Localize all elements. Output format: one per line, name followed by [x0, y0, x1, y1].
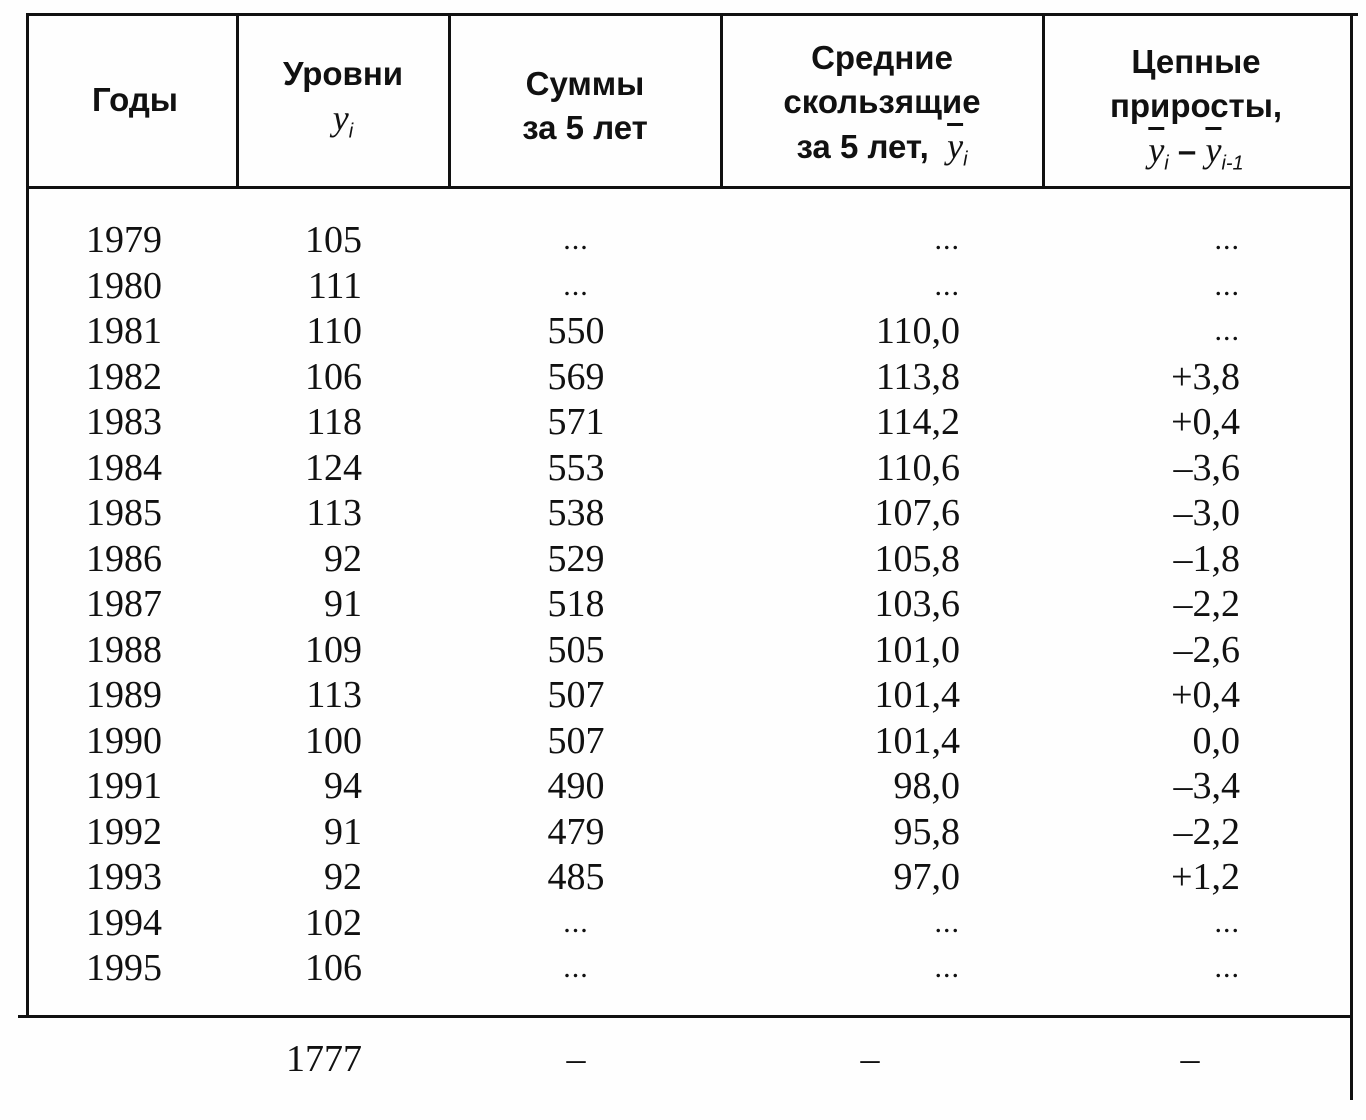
cell-year: 1986 — [86, 537, 162, 580]
cell-moving-average: 110,0 — [875, 310, 960, 352]
cell-moving-average: 101,4 — [874, 719, 960, 762]
cell-year: 1995 — [86, 947, 162, 989]
table-row — [0, 672, 1366, 718]
header-avg-line2: скользящие — [783, 83, 981, 120]
cell-level: 92 — [324, 537, 362, 580]
total-level: 1777 — [286, 1038, 362, 1080]
header-moving-average — [724, 36, 1040, 182]
cell-sum: 550 — [547, 310, 605, 352]
cell-moving-average: 98,0 — [893, 765, 960, 807]
cell-year: 1992 — [86, 810, 162, 853]
cell-chain-increment: –3,0 — [1173, 492, 1240, 534]
cell-year: 1985 — [86, 492, 162, 534]
cell-sum: 505 — [547, 628, 605, 671]
cell-moving-average: 101,0 — [874, 628, 960, 671]
table-row — [0, 900, 1366, 946]
header-inc-formula: $\overline{y}_i - \overline{y}_{i-1}$ — [1148, 130, 1244, 175]
header-years-label: Годы — [92, 81, 178, 118]
cell-level: 91 — [324, 583, 362, 625]
cell-chain-increment: –1,8 — [1173, 537, 1240, 580]
header-levels — [240, 52, 446, 154]
cell-moving-average: 97,0 — [893, 856, 960, 898]
cell-year: 1983 — [86, 401, 162, 443]
cell-sum: ... — [563, 223, 589, 256]
cell-year: 1980 — [86, 264, 162, 307]
table-row — [0, 763, 1366, 809]
cell-chain-increment: 0,0 — [1192, 719, 1240, 762]
column-divider — [720, 13, 723, 189]
total-sum: – — [566, 1038, 586, 1080]
cell-sum: 507 — [547, 719, 605, 762]
header-chain-increments — [1046, 40, 1346, 186]
cell-level: 94 — [324, 765, 362, 807]
cell-chain-increment: –3,4 — [1173, 765, 1240, 807]
column-divider — [448, 13, 451, 189]
header-divider — [28, 186, 1353, 189]
cell-moving-average: ... — [934, 268, 960, 302]
header-inc-line1: Цепные — [1131, 43, 1261, 80]
cell-year: 1981 — [86, 310, 162, 352]
cell-year: 1990 — [86, 719, 162, 762]
header-sums-line2: за 5 лет — [522, 109, 648, 146]
cell-sum: 518 — [547, 583, 605, 625]
cell-year: 1979 — [86, 219, 162, 261]
table-row — [0, 809, 1366, 855]
cell-chain-increment: ... — [1214, 314, 1240, 347]
table-row — [0, 718, 1366, 764]
cell-level: 92 — [324, 856, 362, 898]
cell-level: 113 — [306, 674, 362, 716]
header-sums — [452, 62, 718, 150]
cell-chain-increment: +3,8 — [1171, 355, 1240, 398]
cell-moving-average: 105,8 — [874, 537, 960, 580]
cell-level: 106 — [305, 355, 362, 398]
cell-level: 109 — [305, 628, 362, 671]
cell-level: 113 — [306, 492, 362, 534]
table-row — [0, 263, 1366, 309]
cell-moving-average: ... — [934, 905, 960, 939]
cell-year: 1984 — [86, 446, 162, 489]
cell-level: 118 — [306, 401, 362, 443]
cell-moving-average: 110,6 — [875, 446, 960, 489]
cell-chain-increment: ... — [1214, 951, 1240, 984]
cell-sum: 479 — [547, 810, 605, 853]
table-row — [0, 308, 1366, 354]
cell-sum: 490 — [547, 765, 605, 807]
cell-chain-increment: –2,2 — [1173, 810, 1240, 853]
total-inc: – — [1180, 1038, 1200, 1080]
cell-level: 105 — [305, 219, 362, 261]
cell-chain-increment: ... — [1214, 905, 1240, 939]
header-levels-label: Уровни — [282, 55, 404, 92]
table-row — [0, 536, 1366, 582]
table-row — [0, 627, 1366, 673]
total-row — [0, 1036, 1366, 1082]
cell-sum: 507 — [547, 674, 605, 716]
cell-year: 1988 — [86, 628, 162, 671]
table-row — [0, 581, 1366, 627]
cell-level: 111 — [307, 264, 362, 307]
cell-level: 110 — [306, 310, 362, 352]
cell-level: 91 — [324, 810, 362, 853]
table-row — [0, 490, 1366, 536]
total-avg: – — [860, 1038, 880, 1080]
cell-year: 1991 — [86, 765, 162, 807]
cell-moving-average: 95,8 — [893, 810, 960, 853]
table-row — [0, 399, 1366, 445]
cell-moving-average: 101,4 — [874, 674, 960, 716]
cell-chain-increment: ... — [1214, 268, 1240, 302]
cell-chain-increment: +0,4 — [1171, 401, 1240, 443]
cell-chain-increment: ... — [1214, 223, 1240, 256]
cell-moving-average: 103,6 — [874, 583, 960, 625]
table-row — [0, 217, 1366, 263]
cell-year: 1994 — [86, 901, 162, 944]
cell-chain-increment: +0,4 — [1171, 674, 1240, 716]
column-divider — [236, 13, 239, 189]
cell-moving-average: 114,2 — [875, 401, 960, 443]
cell-chain-increment: –2,2 — [1173, 583, 1240, 625]
cell-moving-average: 107,6 — [874, 492, 960, 534]
total-divider — [18, 1015, 1350, 1018]
cell-moving-average: ... — [934, 951, 960, 984]
header-inc-line2: приросты, — [1109, 87, 1283, 124]
cell-level: 100 — [305, 719, 362, 762]
table-row — [0, 354, 1366, 400]
cell-chain-increment: +1,2 — [1171, 856, 1240, 898]
column-divider — [1042, 13, 1045, 189]
cell-year: 1989 — [86, 674, 162, 716]
header-sums-line1: Суммы — [525, 65, 645, 102]
cell-chain-increment: –2,6 — [1173, 628, 1240, 671]
header-levels-symbol: $y_i$ — [332, 98, 354, 143]
table-row — [0, 945, 1366, 991]
cell-year: 1993 — [86, 856, 162, 898]
table-row — [0, 854, 1366, 900]
cell-sum: 569 — [547, 355, 605, 398]
header-years — [40, 78, 230, 122]
cell-year: 1987 — [86, 583, 162, 625]
cell-chain-increment: –3,6 — [1173, 446, 1240, 489]
cell-moving-average: ... — [934, 223, 960, 256]
header-avg-line1: Средние — [811, 39, 953, 76]
cell-sum: 553 — [547, 446, 605, 489]
cell-sum: 571 — [547, 401, 605, 443]
table-border-top — [28, 13, 1358, 16]
header-avg-line3: за 5 лет, $\overline{y}_i$ — [796, 126, 968, 171]
cell-sum: 529 — [547, 537, 605, 580]
cell-sum: 485 — [547, 856, 605, 898]
cell-moving-average: 113,8 — [875, 355, 960, 398]
cell-year: 1982 — [86, 355, 162, 398]
table-row — [0, 445, 1366, 491]
cell-level: 102 — [305, 901, 362, 944]
cell-sum: 538 — [547, 492, 605, 534]
cell-level: 106 — [305, 947, 362, 989]
cell-level: 124 — [305, 446, 362, 489]
cell-sum: ... — [563, 905, 589, 939]
cell-sum: ... — [563, 951, 589, 984]
cell-sum: ... — [563, 268, 589, 302]
